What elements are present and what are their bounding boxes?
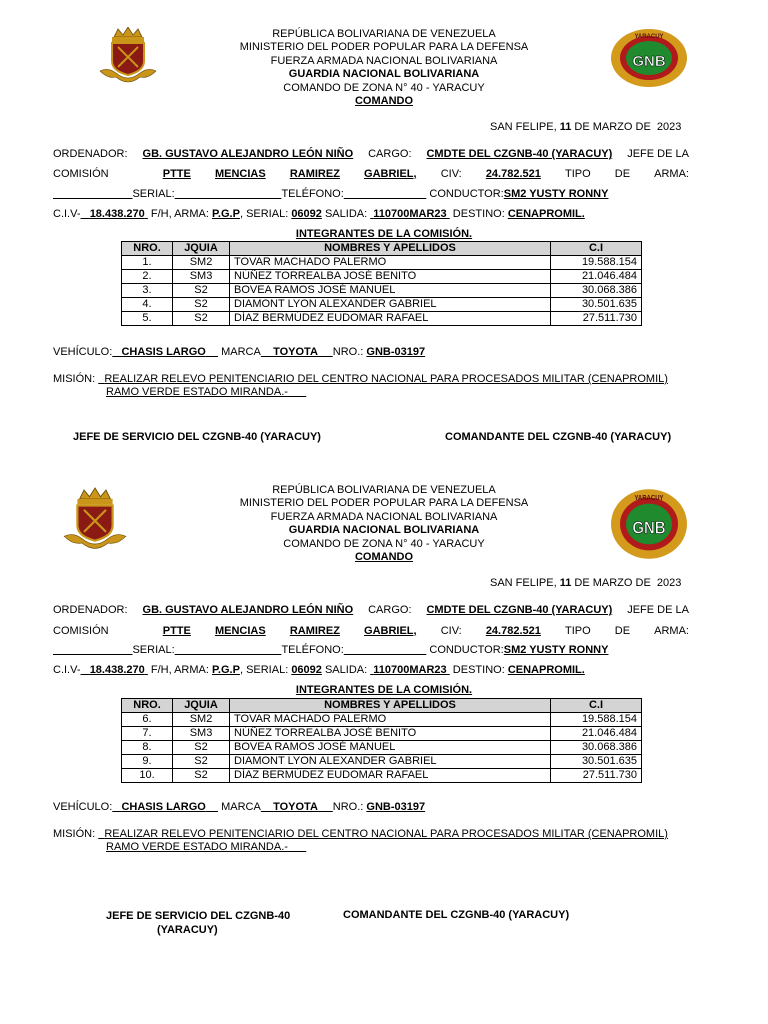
order-line-3: SERIAL: TELÉFONO: CONDUCTOR:SM2 YUSTY RONNY [132,188,609,200]
order-line-1: ORDENADOR: GB. GUSTAVO ALEJANDRO LEÓN NIÑO CARGO: CMDTE DEL CZGNB-40 (YARACUY) JEFE DE LA [53,148,689,160]
svg-text:YARACUY: YARACUY [634,34,664,40]
signature-right: COMANDANTE DEL CZGNB-40 (YARACUY) [343,909,570,921]
letterhead-line: REPÚBLICA BOLIVARIANA DE VENEZUELA [272,484,496,496]
date-line: SAN FELIPE, 11 DE MARZO DE 2023 [490,121,682,133]
order-line-1: ORDENADOR: GB. GUSTAVO ALEJANDRO LEÓN NIÑO CARGO: CMDTE DEL CZGNB-40 (YARACUY) JEFE DE LA [53,604,689,616]
mission-line-2: RAMO VERDE ESTADO MIRANDA.- [106,841,288,853]
letterhead-line: GUARDIA NACIONAL BOLIVARIANA [288,524,480,537]
order-line-2: COMISIÓN PTTE MENCIAS RAMIREZ GABRIEL, CIV: 24.782.521 TIPO DE ARMA: [53,625,689,637]
table-row: 2. SM3 NÚÑEZ TORREALBA JOSÉ BENITO 21.046.484 [122,270,642,284]
signature-right: COMANDANTE DEL CZGNB-40 (YARACUY) [445,431,672,443]
column-header: C.I [551,699,642,713]
column-header: NOMBRES Y APELLIDOS [230,242,551,256]
letterhead-title: COMANDO [354,95,414,108]
table-caption: INTEGRANTES DE LA COMISIÓN. [295,228,473,240]
table-row: 3. S2 BOVEA RAMOS JOSÉ MANUEL 30.068.386 [122,284,642,298]
mission-block: MISIÓN: REALIZAR RELEVO PENITENCIARIO DEL CENTRO NACIONAL PARA PROCESADOS MILITAR (CENAPROMIL) [53,828,668,840]
column-header: JQUIA [173,699,230,713]
vehicle-line: VEHÍCULO: CHASIS LARGO MARCA TOYOTA NRO.: GNB-03197 [53,346,426,358]
letterhead-line: GUARDIA NACIONAL BOLIVARIANA [288,68,480,81]
svg-text:GNB: GNB [632,517,666,538]
column-header: C.I [551,242,642,256]
column-header: NRO. [122,242,173,256]
mission-line-2: RAMO VERDE ESTADO MIRANDA.- [106,386,288,398]
table-row: 1. SM2 TOVAR MACHADO PALERMO 19.588.154 [122,256,642,270]
column-header: NRO. [122,699,173,713]
table-row: 5. S2 DÍAZ BERMÚDEZ EUDOMAR RAFAEL 27.511.730 [122,312,642,326]
order-line-4: C.I.V- 18.438.270 F/H, ARMA: P.G.P, SERIAL: 06092 SALIDA: 110700MAR23 DESTINO: CENAPROMIL. [53,208,585,220]
signature-left: JEFE DE SERVICIO DEL CZGNB-40 (YARACUY) [73,431,321,443]
letterhead-title: COMANDO [354,551,414,564]
members-table [121,698,642,783]
svg-text:YARACUY: YARACUY [634,494,664,503]
letterhead-line: MINISTERIO DEL PODER POPULAR PARA LA DEFENSA [239,497,529,510]
column-header: JQUIA [173,242,230,256]
table-header-row [122,699,642,713]
table-header-row [122,242,642,256]
left-crest-icon [62,487,128,557]
signature-left: JEFE DE SERVICIO DEL CZGNB-40 (YARACUY) [106,910,291,936]
date-line: SAN FELIPE, 11 DE MARZO DE 2023 [490,577,682,589]
order-line-3: SERIAL: TELÉFONO: CONDUCTOR:SM2 YUSTY RONNY [132,644,609,656]
column-header: NOMBRES Y APELLIDOS [230,699,551,713]
letterhead-line: COMANDO DE ZONA N° 40 - YARACUY [283,81,485,94]
letterhead-line: COMANDO DE ZONA N° 40 - YARACUY [283,537,485,550]
svg-text:GNB: GNB [632,53,666,70]
table-row: 6. SM2 TOVAR MACHADO PALERMO 19.588.154 [122,713,642,727]
mission-block: MISIÓN: REALIZAR RELEVO PENITENCIARIO DEL CENTRO NACIONAL PARA PROCESADOS MILITAR (CENAPROMIL) [53,373,668,385]
table-row: 8. S2 BOVEA RAMOS JOSÉ MANUEL 30.068.386 [122,741,642,755]
left-crest-icon [98,27,158,89]
letterhead [180,28,588,108]
table-row: 7. SM3 NÚÑEZ TORREALBA JOSÉ BENITO 21.046.484 [122,727,642,741]
order-line-4: C.I.V- 18.438.270 F/H, ARMA: P.G.P, SERIAL: 06092 SALIDA: 110700MAR23 DESTINO: CENAPROMIL. [53,664,585,676]
letterhead-line: FUERZA ARMADA NACIONAL BOLIVARIANA [270,54,498,67]
gnb-logo-icon [610,28,688,88]
table-row: 10. S2 DÍAZ BERMÚDEZ EUDOMAR RAFAEL 27.511.730 [122,769,642,783]
order-line-2: COMISIÓN PTTE MENCIAS RAMIREZ GABRIEL, CIV: 24.782.521 TIPO DE ARMA: [53,168,689,180]
vehicle-line: VEHÍCULO: CHASIS LARGO MARCA TOYOTA NRO.: GNB-03197 [53,801,426,813]
letterhead-line: REPÚBLICA BOLIVARIANA DE VENEZUELA [272,28,496,40]
letterhead-line: FUERZA ARMADA NACIONAL BOLIVARIANA [270,510,498,523]
table-caption: INTEGRANTES DE LA COMISIÓN. [295,684,473,696]
letterhead [180,484,588,564]
table-row: 4. S2 DIAMONT LYON ALEXANDER GABRIEL 30.501.635 [122,298,642,312]
gnb-logo-icon [610,488,688,560]
letterhead-line: MINISTERIO DEL PODER POPULAR PARA LA DEFENSA [239,41,529,54]
table-row: 9. S2 DIAMONT LYON ALEXANDER GABRIEL 30.501.635 [122,755,642,769]
members-table [121,241,642,326]
